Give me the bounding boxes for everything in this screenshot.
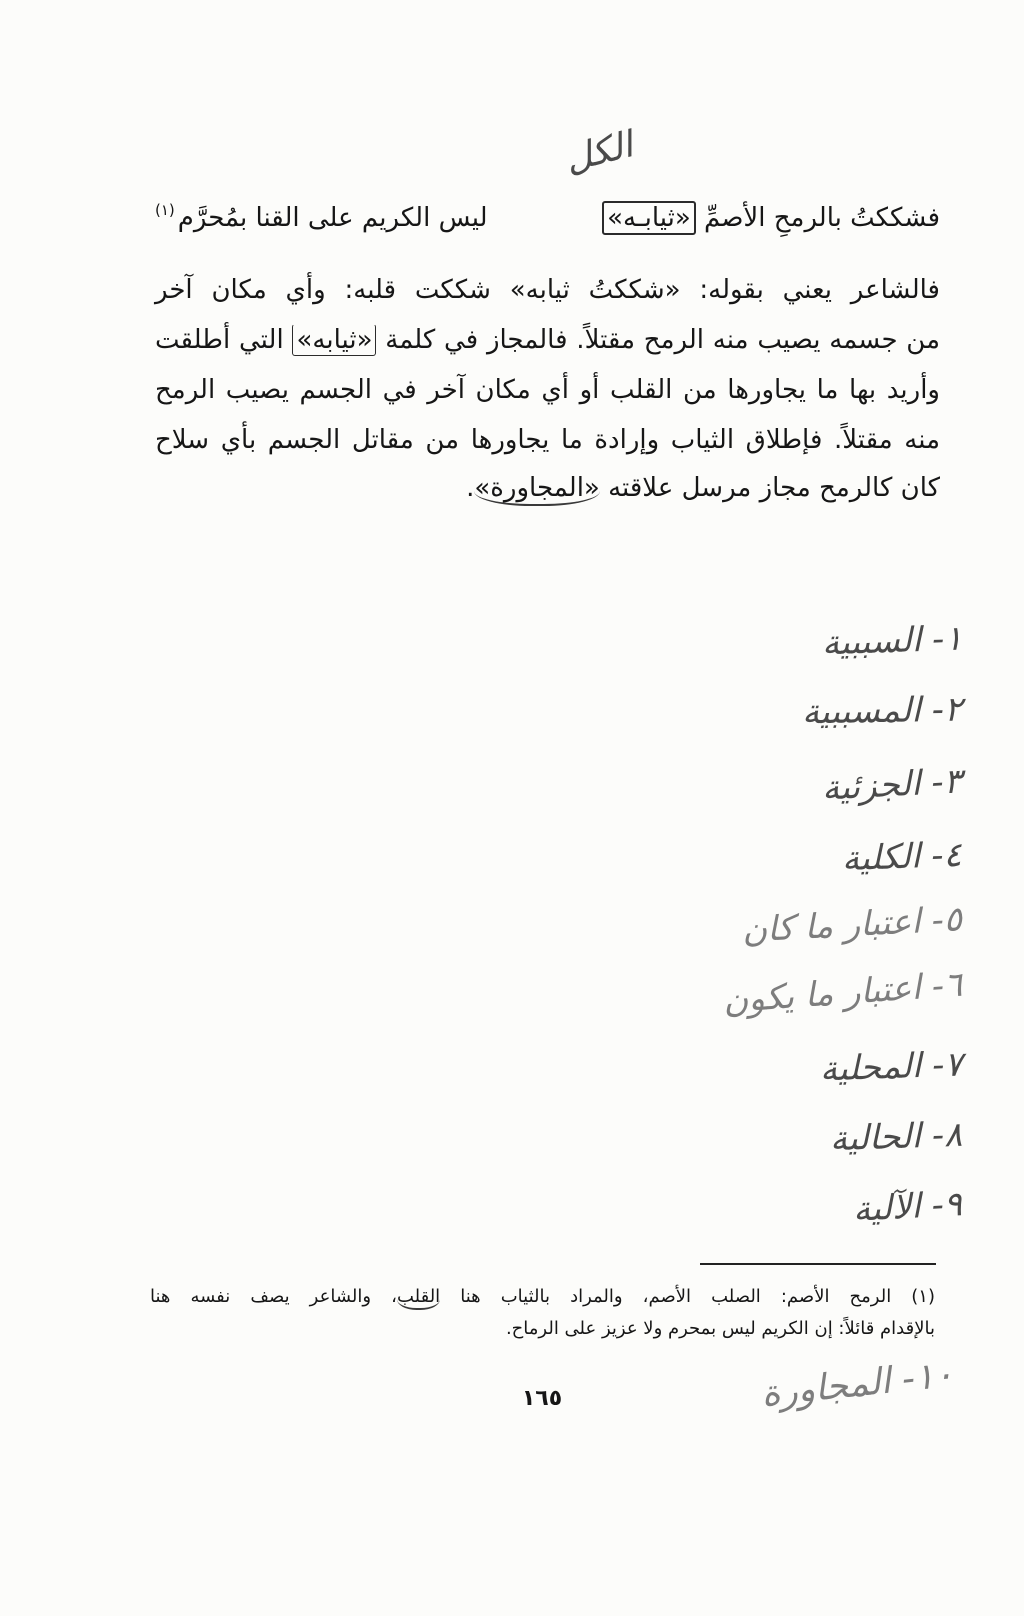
handwritten-item-3: ٣- الجزئية: [821, 761, 963, 809]
body-line-2-end: التي أطلقت: [155, 325, 284, 355]
body-line-2: [155, 318, 940, 362]
handwritten-bottom-note: ١٠- المجاورة: [759, 1354, 956, 1415]
body-line-2-start: من جسمه يصيب منه الرمح مقتلاً. فالمجاز في كلمة: [385, 325, 941, 355]
handwritten-item-2: ٢- المسببية: [801, 689, 963, 733]
handwritten-item-9: ٩- الآلية: [851, 1184, 963, 1230]
handwritten-item-6: ٦- اعتبار ما يكون: [721, 964, 964, 1022]
body-line-5-start: كان كالرمح مجاز مرسل علاقته: [608, 473, 940, 503]
body-line-5: [155, 466, 940, 510]
handwritten-item-4: ٤- الكلية: [841, 834, 963, 880]
verse-first-hemistich-text: فشككتُ بالرمحِ الأصمِّ: [704, 203, 940, 233]
boxed-word-thiyabahu: «ثيابـه»: [602, 201, 696, 235]
footnote-line-1-start: (١) الرمح الأصم: الصلب الأصم، والمراد بالثياب هنا: [460, 1286, 935, 1307]
body-line-3: وأريد بها ما يجاورها من القلب أو أي مكان آخر في الجسم يصيب الرمح: [155, 375, 940, 405]
verse-second-hemistich: [155, 196, 488, 242]
underlined-word-mujawara: «المجاورة»: [474, 473, 599, 506]
poem-verse: [155, 196, 940, 242]
handwritten-item-5: ٥- اعتبار ما كان: [741, 899, 963, 951]
body-line-1: فالشاعر يعني بقوله: «شككتُ ثيابه» شككت قلبه: وأي مكان آخر: [155, 275, 940, 305]
handwritten-item-1: ١- السببية: [820, 618, 963, 664]
body-line-5-end: .: [466, 473, 475, 503]
handwritten-top-note: الكل: [560, 124, 637, 181]
page-number: ١٦٥: [521, 1386, 563, 1411]
footnote-separator: [700, 1263, 936, 1265]
boxed-word-thiyabihi: «ثيابه»: [292, 324, 376, 356]
footnote-reference: (١): [155, 201, 175, 219]
handwritten-item-7: ٧- المحلية: [818, 1044, 963, 1090]
handwritten-item-8: ٨- الحالية: [829, 1114, 963, 1160]
verse-first-hemistich: [602, 196, 940, 242]
footnote-line-2: بالإقدام قائلاً: إن الكريم ليس بمحرم ولا عزيز على الرماح.: [505, 1318, 935, 1339]
footnote-line-1-end: ، والشاعر يصف نفسه هنا: [150, 1286, 397, 1307]
underlined-word-qalb: القلب: [397, 1286, 440, 1310]
body-line-4: منه مقتلاً. فإطلاق الثياب وإرادة ما يجاورها من مقاتل الجسم بأي سلاح: [155, 425, 940, 455]
footnote-line-1: [150, 1282, 935, 1312]
verse-second-hemistich-text: ليس الكريم على القنا بمُحرَّم: [177, 203, 488, 233]
